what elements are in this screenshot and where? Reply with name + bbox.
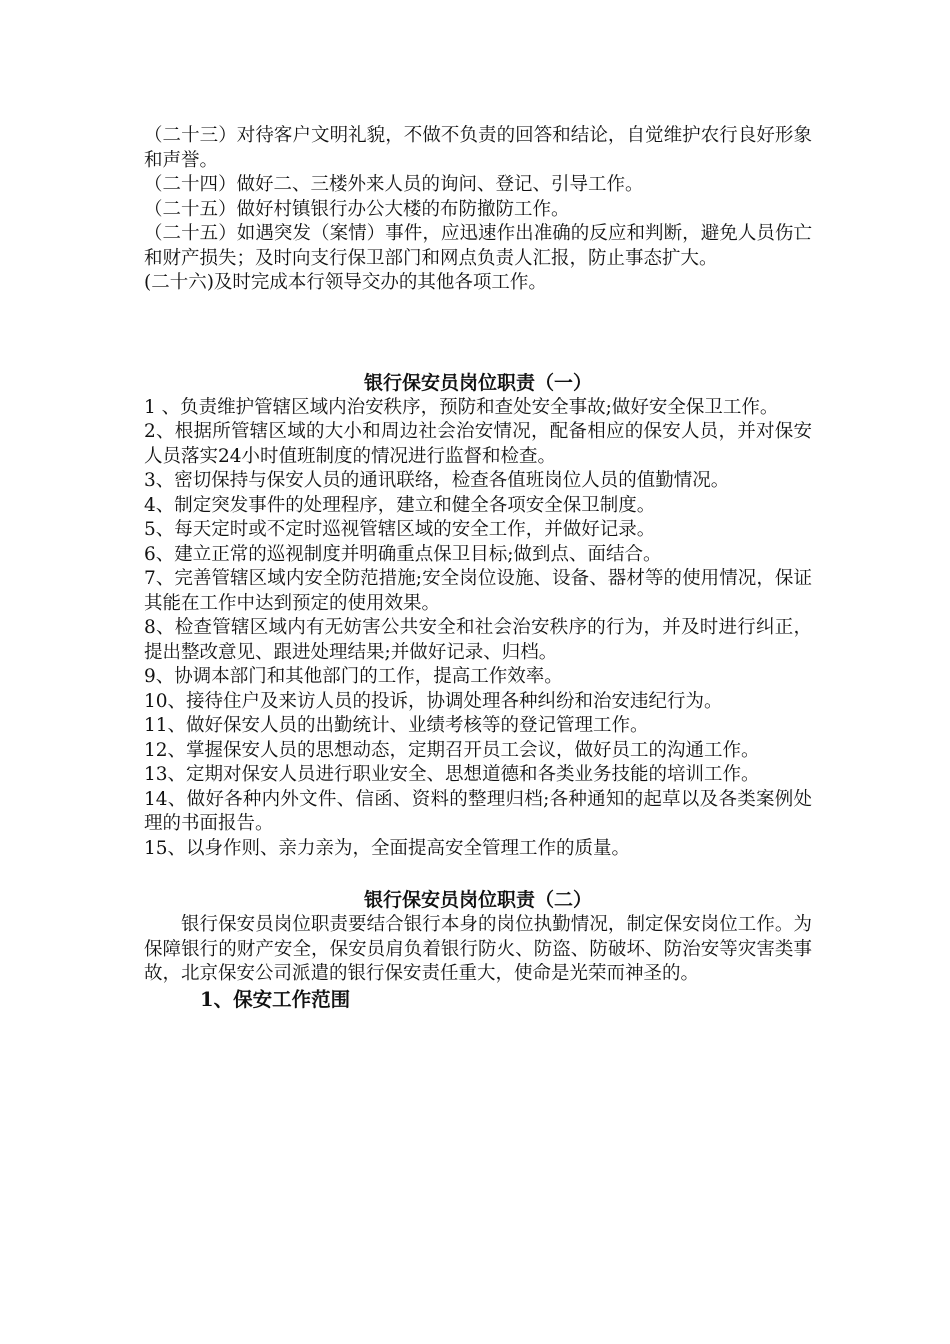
list-item: 5、每天定时或不定时巡视管辖区域的安全工作，并做好记录。	[144, 519, 656, 540]
list-item: 12、掌握保安人员的思想动态，定期召开员工会议，做好员工的沟通工作。	[144, 739, 760, 761]
section-one-list	[144, 396, 812, 862]
list-item: 7、完善管辖区域内安全防范措施;安全岗位设施、设备、器材等的使用情况，保证其能在工作中达到预定的使用效果。	[144, 568, 812, 614]
list-item: 3、密切保持与保安人员的通讯联络，检查各值班岗位人员的值勤情况。	[144, 470, 730, 491]
document-page	[144, 124, 812, 1013]
list-item: 15、以身作则、亲力亲为，全面提高安全管理工作的质量。	[144, 837, 631, 859]
list-item: （二十四）做好二、三楼外来人员的询问、登记、引导工作。	[144, 174, 644, 195]
section-two-subheading: 1、保安工作范围	[200, 987, 351, 1011]
list-item: 2、根据所管辖区域的大小和周边社会治安情况，配备相应的保安人员，并对保安人员落实24小时值班制度的情况进行监督和检查。	[144, 421, 812, 467]
section-two-paragraph: 银行保安员岗位职责要结合银行本身的岗位执勤情况，制定保安岗位工作。为保障银行的财产安全，保安员肩负着银行防火、防盗、防破坏、防治安等灾害类事故，北京保安公司派遣的银行保安责任重大，使命是光荣而神圣的。	[144, 914, 812, 984]
spacer	[144, 861, 812, 887]
section-one-title: 银行保安员岗位职责（一）	[363, 371, 592, 394]
section-top-list	[144, 124, 812, 296]
list-item: 11、做好保安人员的出勤统计、业绩考核等的登记管理工作。	[144, 715, 649, 736]
list-item: 9、协调本部门和其他部门的工作，提高工作效率。	[144, 666, 563, 687]
list-item: 4、制定突发事件的处理程序，建立和健全各项安全保卫制度。	[144, 494, 656, 516]
list-item: (二十六)及时完成本行领导交办的其他各项工作。	[144, 272, 547, 293]
list-item: 10、接待住户及来访人员的投诉，协调处理各种纠纷和治安违纪行为。	[144, 690, 723, 712]
section-two-title: 银行保安员岗位职责（二）	[363, 889, 592, 911]
list-item: （二十三）对待客户文明礼貌，不做不负责的回答和结论，自觉维护农行良好形象和声誉。	[144, 125, 812, 171]
list-item: 14、做好各种内外文件、信函、资料的整理归档;各种通知的起草以及各类案例处理的书面报告。	[144, 788, 812, 834]
list-item: 13、定期对保安人员进行职业安全、思想道德和各类业务技能的培训工作。	[144, 764, 760, 785]
list-item: （二十五）如遇突发（案情）事件，应迅速作出准确的反应和判断，避免人员伤亡和财产损失；及时向支行保卫部门和网点负责人汇报，防止事态扩大。	[144, 223, 812, 269]
list-item: 6、建立正常的巡视制度并明确重点保卫目标;做到点、面结合。	[144, 543, 662, 565]
list-item: （二十五）做好村镇银行办公大楼的布防撤防工作。	[144, 198, 570, 220]
list-item: 1 、负责维护管辖区域内治安秩序，预防和查处安全事故;做好安全保卫工作。	[144, 396, 779, 418]
spacer	[144, 296, 812, 370]
list-item: 8、检查管辖区域内有无妨害公共安全和社会治安秩序的行为，并及时进行纠正，提出整改意见、跟进处理结果;并做好记录、归档。	[144, 617, 812, 663]
